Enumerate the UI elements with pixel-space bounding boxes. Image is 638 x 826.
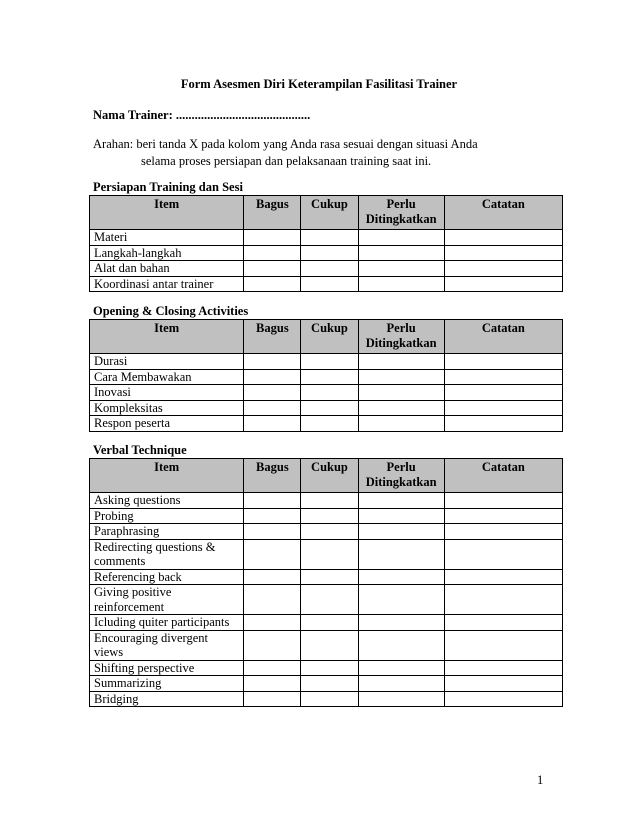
bagus-cell[interactable] [244,615,301,631]
catatan-cell[interactable] [444,416,562,432]
header-catatan: Catatan [444,459,562,493]
bagus-cell[interactable] [244,385,301,401]
bagus-cell[interactable] [244,660,301,676]
catatan-cell[interactable] [444,385,562,401]
bagus-cell[interactable] [244,230,301,246]
bagus-cell[interactable] [244,276,301,292]
catatan-cell[interactable] [444,691,562,707]
table-row [90,245,563,261]
catatan-cell[interactable] [444,660,562,676]
bagus-cell[interactable] [244,524,301,540]
item-cell: Koordinasi antar trainer [90,276,244,292]
cukup-cell[interactable] [301,416,358,432]
perlu-cell[interactable] [358,569,444,585]
cukup-cell[interactable] [301,691,358,707]
cukup-cell[interactable] [301,245,358,261]
header-cukup: Cukup [301,196,358,230]
catatan-cell[interactable] [444,585,562,615]
header-perlu-line1: Perlu [386,197,416,211]
table-row [90,276,563,292]
catatan-cell[interactable] [444,369,562,385]
bagus-cell[interactable] [244,630,301,660]
item-cell: Redirecting questions & comments [90,539,244,569]
bagus-cell[interactable] [244,354,301,370]
header-perlu-ditingkatkan [358,196,444,230]
perlu-cell[interactable] [358,660,444,676]
cukup-cell[interactable] [301,630,358,660]
header-catatan: Catatan [444,320,562,354]
table-persiapan [89,195,563,292]
perlu-cell[interactable] [358,493,444,509]
header-perlu-ditingkatkan [358,320,444,354]
catatan-cell[interactable] [444,354,562,370]
item-cell: Inovasi [90,385,244,401]
catatan-cell[interactable] [444,539,562,569]
catatan-cell[interactable] [444,493,562,509]
catatan-cell[interactable] [444,245,562,261]
item-cell: Durasi [90,354,244,370]
table-row [90,369,563,385]
table-row [90,400,563,416]
instructions-line-2: selama proses persiapan dan pelaksanaan training saat ini. [141,154,432,168]
cukup-cell[interactable] [301,585,358,615]
table-row [90,691,563,707]
cukup-cell[interactable] [301,230,358,246]
table-row [90,615,563,631]
table-row [90,493,563,509]
cukup-cell[interactable] [301,400,358,416]
perlu-cell[interactable] [358,354,444,370]
header-perlu-line2: Ditingkatkan [365,212,437,226]
perlu-cell[interactable] [358,416,444,432]
header-cukup: Cukup [301,320,358,354]
table-row [90,354,563,370]
item-cell: Respon peserta [90,416,244,432]
item-cell: Kompleksitas [90,400,244,416]
item-cell: Cara Membawakan [90,369,244,385]
header-item: Item [90,459,244,493]
header-item: Item [90,196,244,230]
page-number: 1 [537,773,544,787]
item-cell: Paraphrasing [90,524,244,540]
catatan-cell[interactable] [444,630,562,660]
item-cell: Shifting perspective [90,660,244,676]
bagus-cell[interactable] [244,569,301,585]
item-cell: Giving positive reinforcement [90,585,244,615]
table-row [90,585,563,615]
header-perlu-line1: Perlu [386,321,416,335]
section-title-verbal-technique: Verbal Technique [93,443,187,457]
instructions [93,136,563,170]
header-perlu-line2: Ditingkatkan [365,336,437,350]
item-cell: Materi [90,230,244,246]
cukup-cell[interactable] [301,385,358,401]
perlu-cell[interactable] [358,369,444,385]
table-row [90,230,563,246]
trainer-name-line: Nama Trainer: ........................................... [93,108,311,122]
table-row [90,676,563,692]
perlu-cell[interactable] [358,245,444,261]
section-title-persiapan: Persiapan Training dan Sesi [93,180,243,194]
perlu-cell[interactable] [358,676,444,692]
cukup-cell[interactable] [301,615,358,631]
item-cell: Referencing back [90,569,244,585]
table-opening-closing [89,319,563,432]
perlu-cell[interactable] [358,630,444,660]
bagus-cell[interactable] [244,676,301,692]
perlu-cell[interactable] [358,230,444,246]
perlu-cell[interactable] [358,585,444,615]
perlu-cell[interactable] [358,400,444,416]
item-cell: Alat dan bahan [90,261,244,277]
table-header-row [90,320,563,354]
table-row [90,385,563,401]
bagus-cell[interactable] [244,508,301,524]
item-cell: Probing [90,508,244,524]
perlu-cell[interactable] [358,539,444,569]
perlu-cell[interactable] [358,524,444,540]
header-bagus: Bagus [244,196,301,230]
table-row [90,508,563,524]
item-cell: Encouraging divergent views [90,630,244,660]
bagus-cell[interactable] [244,369,301,385]
header-bagus: Bagus [244,320,301,354]
cukup-cell[interactable] [301,276,358,292]
catatan-cell[interactable] [444,569,562,585]
cukup-cell[interactable] [301,676,358,692]
cukup-cell[interactable] [301,524,358,540]
cukup-cell[interactable] [301,569,358,585]
item-cell: Asking questions [90,493,244,509]
table-row [90,524,563,540]
header-catatan: Catatan [444,196,562,230]
table-row [90,539,563,569]
table-row [90,569,563,585]
bagus-cell[interactable] [244,493,301,509]
cukup-cell[interactable] [301,369,358,385]
perlu-cell[interactable] [358,276,444,292]
form-title: Form Asesmen Diri Keterampilan Fasilitasi Trainer [180,77,458,91]
catatan-cell[interactable] [444,676,562,692]
cukup-cell[interactable] [301,508,358,524]
cukup-cell[interactable] [301,539,358,569]
header-perlu-line1: Perlu [386,460,416,474]
catatan-cell[interactable] [444,615,562,631]
table-row [90,261,563,277]
table-row [90,630,563,660]
header-perlu-ditingkatkan [358,459,444,493]
bagus-cell[interactable] [244,400,301,416]
table-row [90,416,563,432]
table-row [90,660,563,676]
item-cell: Summarizing [90,676,244,692]
catatan-cell[interactable] [444,400,562,416]
header-perlu-line2: Ditingkatkan [365,475,437,489]
cukup-cell[interactable] [301,261,358,277]
header-item: Item [90,320,244,354]
table-verbal-technique [89,458,563,707]
perlu-cell[interactable] [358,385,444,401]
perlu-cell[interactable] [358,508,444,524]
bagus-cell[interactable] [244,245,301,261]
instructions-line-1: Arahan: beri tanda X pada kolom yang Anda rasa sesuai dengan situasi Anda [93,137,478,151]
bagus-cell[interactable] [244,261,301,277]
item-cell: Icluding quiter participants [90,615,244,631]
bagus-cell[interactable] [244,416,301,432]
table-header-row [90,196,563,230]
catatan-cell[interactable] [444,261,562,277]
bagus-cell[interactable] [244,539,301,569]
perlu-cell[interactable] [358,691,444,707]
cukup-cell[interactable] [301,493,358,509]
cukup-cell[interactable] [301,354,358,370]
bagus-cell[interactable] [244,585,301,615]
table-header-row [90,459,563,493]
cukup-cell[interactable] [301,660,358,676]
perlu-cell[interactable] [358,261,444,277]
catatan-cell[interactable] [444,230,562,246]
perlu-cell[interactable] [358,615,444,631]
catatan-cell[interactable] [444,276,562,292]
header-bagus: Bagus [244,459,301,493]
bagus-cell[interactable] [244,691,301,707]
item-cell: Bridging [90,691,244,707]
catatan-cell[interactable] [444,524,562,540]
section-title-opening-closing: Opening & Closing Activities [93,304,249,318]
item-cell: Langkah-langkah [90,245,244,261]
catatan-cell[interactable] [444,508,562,524]
header-cukup: Cukup [301,459,358,493]
